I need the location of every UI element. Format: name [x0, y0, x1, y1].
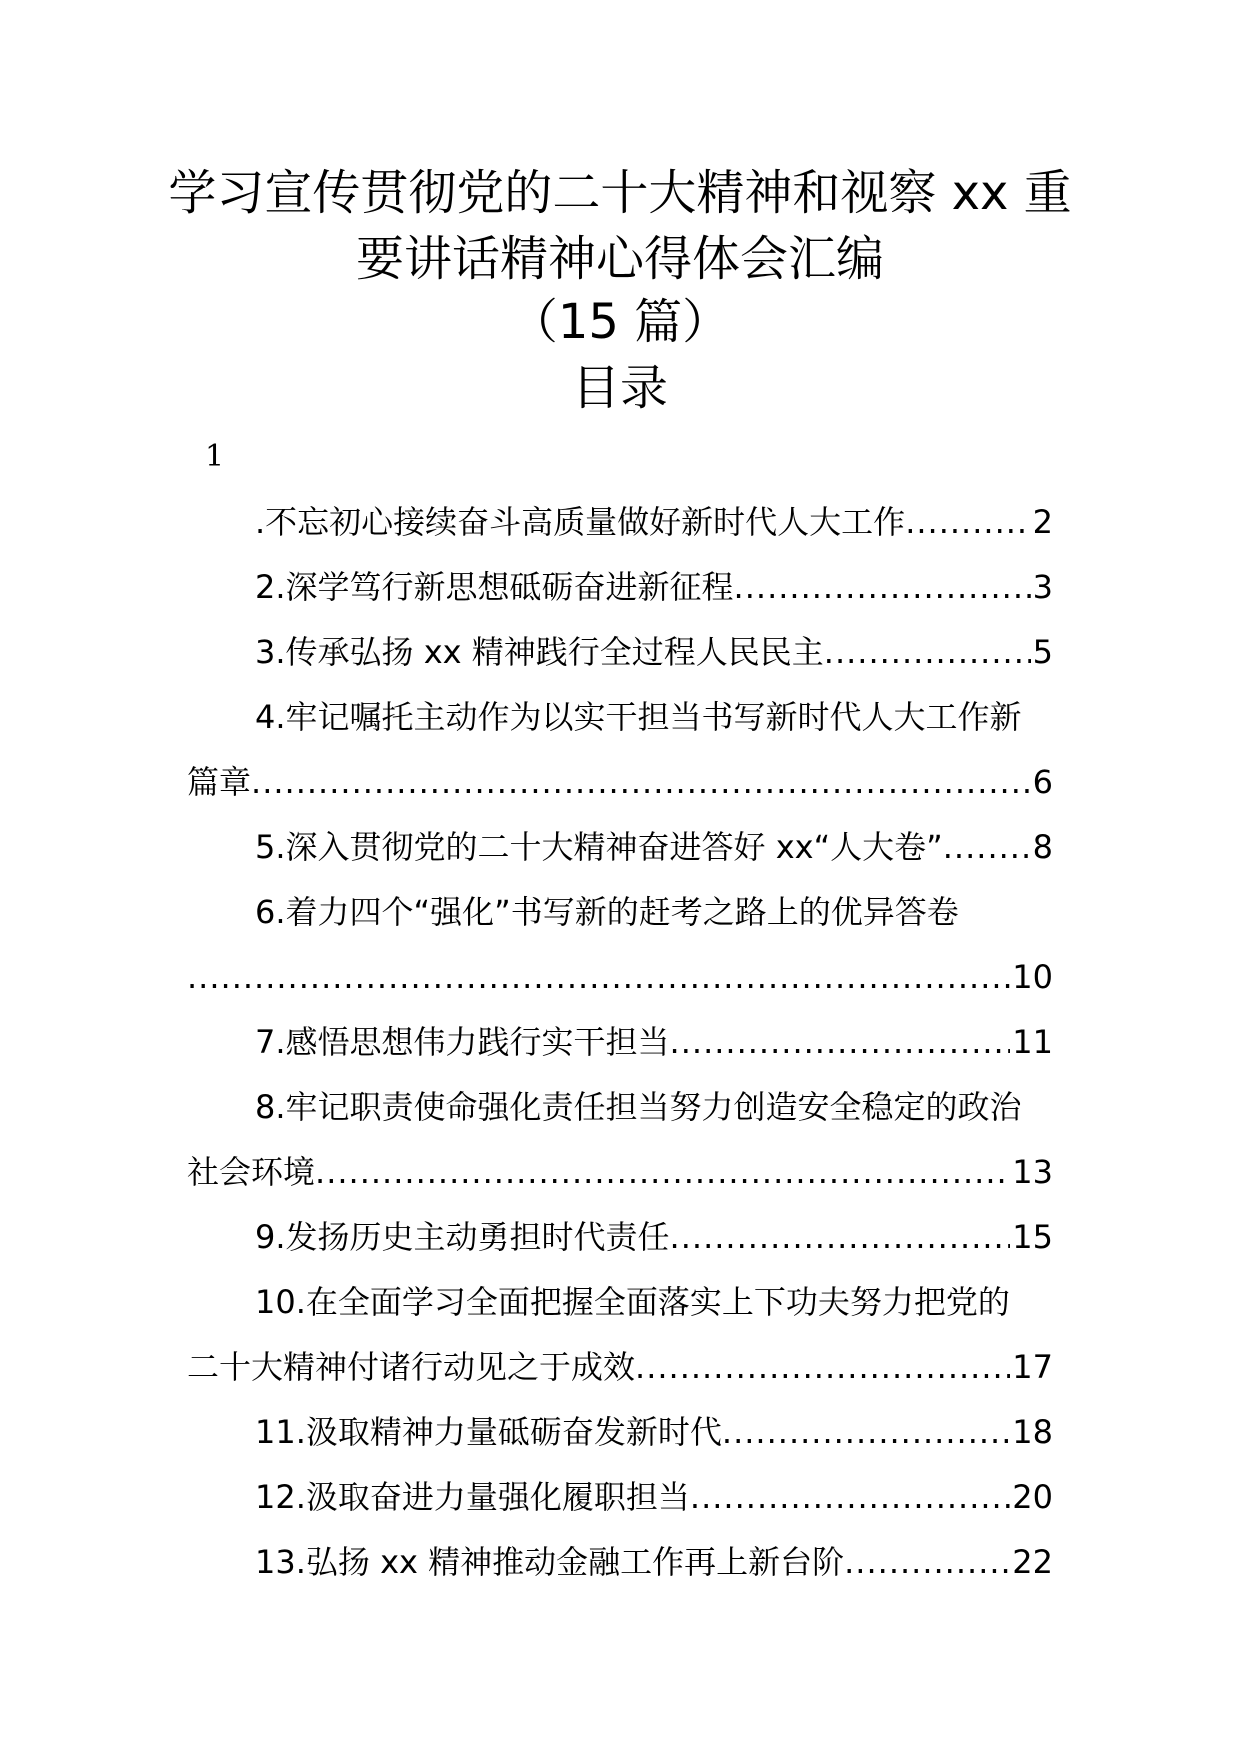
toc-entry[interactable] — [187, 1205, 1053, 1270]
toc-page-number: 5 — [1032, 633, 1053, 671]
toc-entry-title: 13.弘扬 xx 精神推动金融工作再上新台阶 — [255, 1543, 845, 1581]
toc-entry-title: 11.汲取精神力量砥砺奋发新时代 — [255, 1413, 722, 1451]
toc-entry-title-continued: 社会环境 — [187, 1153, 316, 1191]
toc-row — [187, 1010, 1053, 1075]
toc-leader-dots — [943, 815, 1031, 880]
toc-row — [187, 1530, 1053, 1595]
toc-page-number: 6 — [1032, 763, 1053, 801]
toc-page-number: 22 — [1012, 1543, 1053, 1581]
toc-entry-title: 9.发扬历史主动勇担时代责任 — [255, 1218, 670, 1256]
toc-page-number: 11 — [1012, 1023, 1053, 1061]
toc-page-number: 10 — [1012, 958, 1053, 996]
toc-row — [187, 815, 1053, 880]
toc-leader-dots — [315, 1140, 1010, 1205]
table-of-contents — [187, 490, 1053, 1595]
toc-row — [187, 1465, 1053, 1530]
toc-entry-title: 12.汲取奋进力量强化履职担当 — [255, 1478, 690, 1516]
toc-leader-dots — [670, 1010, 1011, 1075]
toc-leader-dots — [670, 1205, 1011, 1270]
toc-entry[interactable] — [187, 1270, 1053, 1400]
toc-entry[interactable] — [187, 490, 1053, 555]
page-number-marker: 1 — [205, 439, 225, 474]
toc-entry[interactable] — [187, 1010, 1053, 1075]
toc-entry[interactable] — [187, 1400, 1053, 1465]
toc-leader-dots — [905, 490, 1030, 555]
toc-leader-dots — [251, 750, 1031, 815]
toc-row — [187, 1205, 1053, 1270]
document-subtitle: （15 篇） — [509, 294, 731, 350]
toc-page-number: 20 — [1012, 1478, 1053, 1516]
toc-entry-title: 2.深学笃行新思想砥砺奋进新征程 — [255, 568, 734, 606]
toc-entry-title: 10.在全面学习全面把握全面落实上下功夫努力把党的 — [255, 1283, 1010, 1321]
toc-row — [187, 880, 1053, 945]
toc-row — [187, 1075, 1053, 1140]
toc-leader-dots — [824, 620, 1031, 685]
toc-leader-dots — [844, 1530, 1010, 1595]
toc-entry[interactable] — [187, 1465, 1053, 1530]
toc-row — [187, 1270, 1053, 1335]
toc-leader-dots — [635, 1335, 1010, 1400]
toc-entry-title: 6.着力四个“强化”书写新的赶考之路上的优异答卷 — [255, 893, 959, 931]
toc-entry-title: 7.感悟思想伟力践行实干担当 — [255, 1023, 670, 1061]
toc-entry[interactable] — [187, 815, 1053, 880]
toc-leader-dots — [722, 1400, 1010, 1465]
toc-row-continuation — [187, 945, 1053, 1010]
toc-entry-title: 5.深入贯彻党的二十大精神奋进答好 xx“人大卷” — [255, 828, 943, 866]
toc-entry-title: .不忘初心接续奋斗高质量做好新时代人大工作 — [255, 503, 906, 541]
toc-page-number: 8 — [1032, 828, 1053, 866]
toc-leader-dots — [690, 1465, 1010, 1530]
toc-row-continuation — [187, 1335, 1053, 1400]
toc-row-continuation — [187, 750, 1053, 815]
toc-row — [187, 685, 1053, 750]
title-line-1: 学习宣传贯彻党的二十大精神和视察 xx 重 — [168, 165, 1072, 221]
toc-row — [187, 555, 1053, 620]
toc-page-number: 17 — [1012, 1348, 1053, 1386]
toc-entry[interactable] — [187, 685, 1053, 815]
document-title — [150, 160, 1090, 292]
toc-heading: 目录 — [571, 360, 668, 416]
toc-entry-title-continued: 二十大精神付诸行动见之于成效 — [187, 1348, 636, 1386]
toc-entry-title: 8.牢记职责使命强化责任担当努力创造安全稳定的政治 — [255, 1088, 1022, 1126]
toc-page-number: 13 — [1012, 1153, 1053, 1191]
toc-row-continuation — [187, 1140, 1053, 1205]
toc-page-number: 18 — [1012, 1413, 1053, 1451]
toc-entry[interactable] — [187, 620, 1053, 685]
toc-page-number: 3 — [1032, 568, 1053, 606]
toc-entry[interactable] — [187, 1530, 1053, 1595]
toc-page-number: 15 — [1012, 1218, 1053, 1256]
title-line-2: 要讲话精神心得体会汇编 — [355, 231, 884, 287]
toc-leader-dots — [187, 945, 1010, 1010]
toc-entry-title-continued: 篇章 — [187, 763, 252, 801]
toc-entry-title: 3.传承弘扬 xx 精神践行全过程人民民主 — [255, 633, 824, 671]
toc-entry[interactable] — [187, 880, 1053, 1010]
toc-entry[interactable] — [187, 555, 1053, 620]
toc-leader-dots — [734, 555, 1031, 620]
toc-entry-title: 4.牢记嘱托主动作为以实干担当书写新时代人大工作新 — [255, 698, 1022, 736]
toc-page-number: 2 — [1032, 503, 1053, 541]
toc-row — [187, 620, 1053, 685]
toc-row — [187, 1400, 1053, 1465]
toc-row — [187, 490, 1053, 555]
toc-entry[interactable] — [187, 1075, 1053, 1205]
